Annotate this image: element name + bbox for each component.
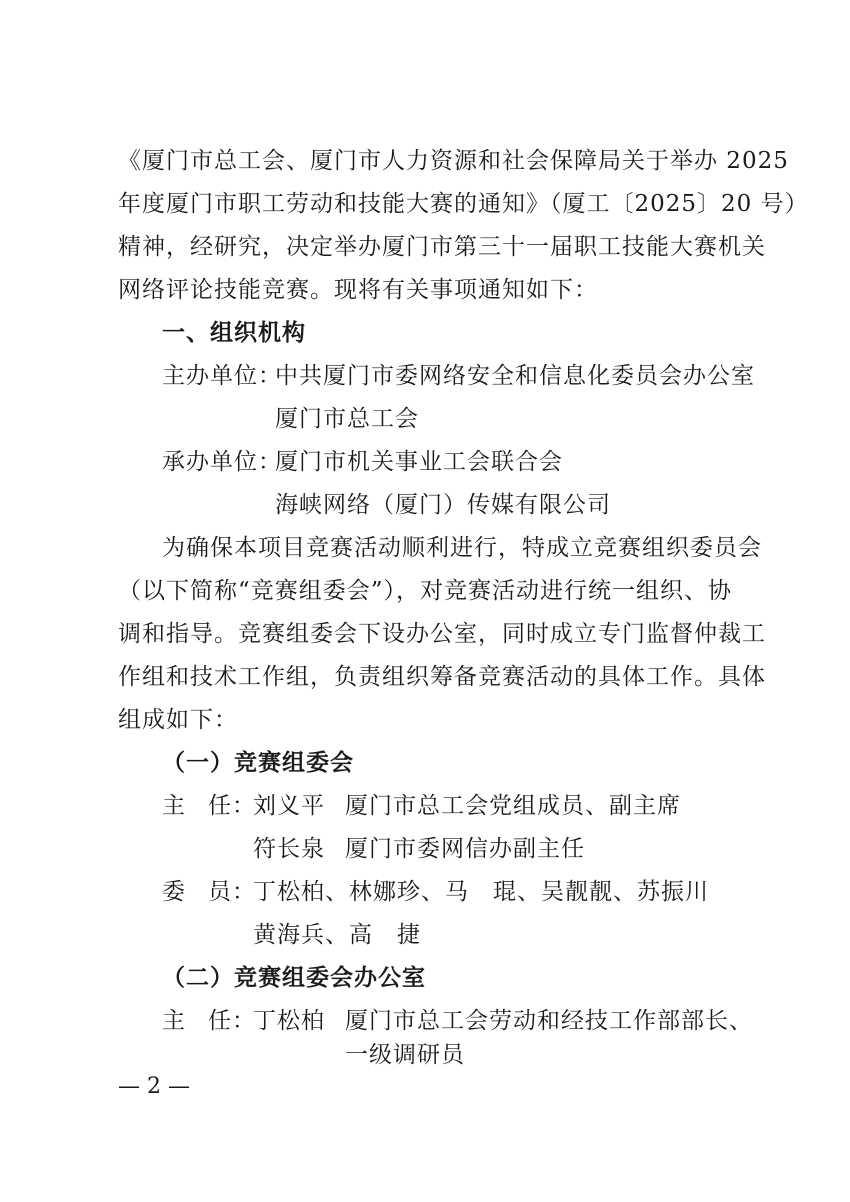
organizer-label: 承办单位： (162, 449, 282, 475)
subsection-heading: （二）竞赛组委会办公室 (162, 964, 426, 991)
organizer-unit: 海峡网络（厦门）传媒有限公司 (275, 492, 611, 518)
host-unit: 厦门市总工会 (275, 406, 419, 432)
members-label-char: 员： (208, 879, 256, 905)
person-name: 刘义平 (253, 793, 325, 819)
director-label-char: 任： (208, 793, 256, 819)
host-label: 主办单位： (162, 363, 282, 389)
members-list: 黄海兵、高 捷 (253, 922, 421, 948)
director-label-char: 主 (162, 1008, 186, 1034)
paragraph-line: 《厦门市总工会、厦门市人力资源和社会保障局关于举办 2025 (118, 148, 789, 174)
paragraph-line: 年度厦门市职工劳动和技能大赛的通知》（厦工〔2025〕20 号） (118, 191, 809, 217)
person-name: 符长泉 (253, 836, 325, 862)
members-label-char: 委 (162, 879, 186, 905)
page-number: — 2 — (118, 1074, 190, 1099)
paragraph-line: 为确保本项目竞赛活动顺利进行，特成立竞赛组织委员会 (162, 535, 762, 561)
paragraph-line: 调和指导。竞赛组委会下设办公室，同时成立专门监督仲裁工 (118, 621, 766, 647)
paragraph-line: 精神，经研究，决定举办厦门市第三十一届职工技能大赛机关 (118, 234, 766, 260)
members-list: 丁松柏、林娜珍、马 琨、吴靓靓、苏振川 (253, 879, 709, 905)
director-label-char: 主 (162, 793, 186, 819)
person-title: 厦门市委网信办副主任 (345, 836, 585, 862)
paragraph-line: （以下简称“竞赛组委会”），对竞赛活动进行统一组织、协 (118, 578, 733, 604)
person-name: 丁松柏 (253, 1008, 325, 1034)
director-label-char: 任： (208, 1008, 256, 1034)
person-title: 厦门市总工会党组成员、副主席 (345, 793, 681, 819)
person-title: 一级调研员 (345, 1042, 465, 1068)
paragraph-line: 网络评论技能竞赛。现将有关事项通知如下： (118, 277, 598, 303)
host-unit: 中共厦门市委网络安全和信息化委员会办公室 (275, 363, 755, 389)
section-heading: 一、组织机构 (162, 319, 306, 346)
subsection-heading: （一）竞赛组委会 (162, 749, 354, 776)
paragraph-line: 作组和技术工作组，负责组织筹备竞赛活动的具体工作。具体 (118, 664, 766, 690)
organizer-unit: 厦门市机关事业工会联合会 (275, 449, 563, 475)
paragraph-line: 组成如下： (118, 707, 238, 733)
person-title: 厦门市总工会劳动和经技工作部部长、 (345, 1008, 753, 1034)
